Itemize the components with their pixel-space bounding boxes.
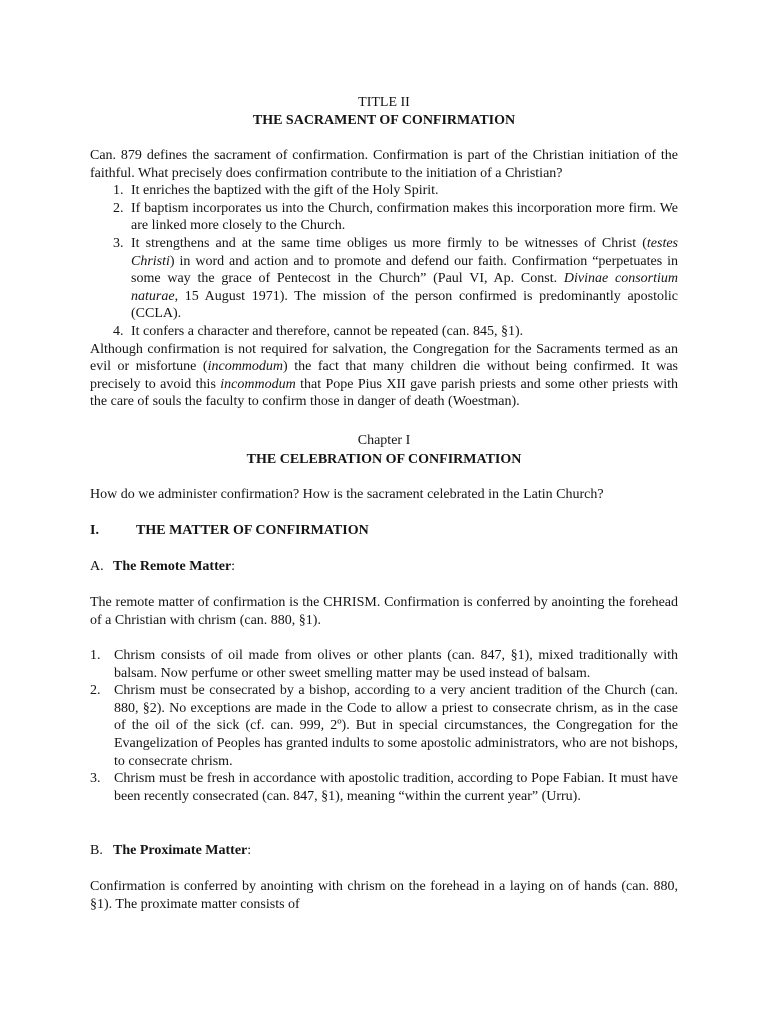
list-text: Chrism must be consecrated by a bishop, according to a very ancient tradition of the Church (can. 880, §2). No exceptions are made in the Code to allow a priest to consecrate chrism, as in the case of the oil of the sick (cf. can. 999, 2º). But in special circumstances, the Congregation for the Evangelization of Peoples has granted indults to some apostolic administrators, who are not bishops, to consecrate chrism. [114,683,678,769]
subheading-remote-matter [90,558,678,576]
list-item [90,323,678,341]
list-text [131,236,678,321]
proximate-paragraph: Confirmation is conferred by anointing with chrism on the forehead in a laying on of hands (can. 880, §1). The proximate matter consists of [90,879,678,912]
remote-paragraph: The remote matter of confirmation is the CHRISM. Confirmation is conferred by anointing the forehead of a Christian with chrism (can. 880, §1). [90,595,678,628]
list-number: 1. [90,648,101,663]
list-text: If baptism incorporates us into the Church, confirmation makes this incorporation more firm. We are linked more closely to the Church. [131,200,678,234]
intro-list [90,182,678,340]
chapter-label: Chapter I [357,433,411,448]
list-text: It confers a character and therefore, cannot be repeated (can. 845, §1). [131,323,524,339]
list-number: 3. [90,771,101,787]
list-text-part: ) in word and action and to promote and defend our faith. Confirmation “perpetuates in some way the grace of Pentecost in the Church” (Paul VI, Ap. Const. [131,253,678,287]
list-number: 4. [113,323,124,339]
title-main: THE SACRAMENT OF CONFIRMATION [252,113,516,128]
closing-text: that Pope Pius XII gave parish priests and some other priests with the care of souls the faculty to confirm those in danger of death (Woestman). [90,376,678,410]
chapter-title: THE CELEBRATION OF CONFIRMATION [246,452,522,467]
list-number: 1. [113,183,124,199]
subheading-title: The Remote Matter [113,559,232,574]
list-item [90,200,678,235]
list-text: Chrism consists of oil made from olives or other plants (can. 847, §1), mixed traditionally with balsam. Now perfume or other sweet smelling matter may be used instead of balsam. [114,648,678,681]
list-text: It enriches the baptized with the gift of the Holy Spirit. [131,183,439,199]
chapter-question: How do we administer confirmation? How is the sacrament celebrated in the Latin Church? [90,487,604,502]
subheading-title: The Proximate Matter [113,843,248,858]
section-title: THE MATTER OF CONFIRMATION [136,523,369,538]
intro-section [90,147,678,411]
section-numeral: I. [90,523,99,538]
list-item [90,682,678,770]
list-text-part: It strengthens and at the same time obliges us more firmly to be witnesses of Christ ( [131,235,647,251]
closing-italic: incommodum [207,359,284,375]
list-text-italic: Divinae consortium naturae [131,271,678,304]
list-item [90,770,678,805]
list-item [90,647,678,682]
list-text-italic: testes Christi [131,235,678,269]
subheading-suffix: : [247,843,252,858]
intro-paragraph: Can. 879 defines the sacrament of confirmation. Confirmation is part of the Christian initiation of the faithful. What precisely does confirmation contribute to the initiation of a Christian? [90,148,678,181]
remote-list [90,647,678,805]
section-heading [90,522,678,540]
closing-paragraph [90,341,678,411]
list-text: Chrism must be fresh in accordance with apostolic tradition, according to Pope Fabian. It must have been recently consecrated (can. 847, §1), meaning “within the current year” (Urru). [114,771,678,804]
list-item [90,182,678,200]
title-label: TITLE II [358,95,410,110]
closing-text: ) the fact that many children die without being confirmed. It was precisely to avoid this [90,359,678,392]
closing-text: Although confirmation is not required for salvation, the Congregation for the Sacraments termed as an evil or misfortune ( [90,341,678,375]
subheading-letter: B. [90,843,103,858]
subheading-suffix: : [231,559,236,574]
list-number: 2. [113,200,124,216]
list-text-part: , 15 August 1971). The mission of the person confirmed is predominantly apostolic (CCLA). [131,288,678,322]
closing-italic: incommodum [220,376,296,392]
subheading-letter: A. [90,559,104,574]
list-number: 2. [90,683,101,699]
subheading-proximate-matter [90,842,678,860]
list-item [90,235,678,323]
list-number: 3. [113,235,124,251]
